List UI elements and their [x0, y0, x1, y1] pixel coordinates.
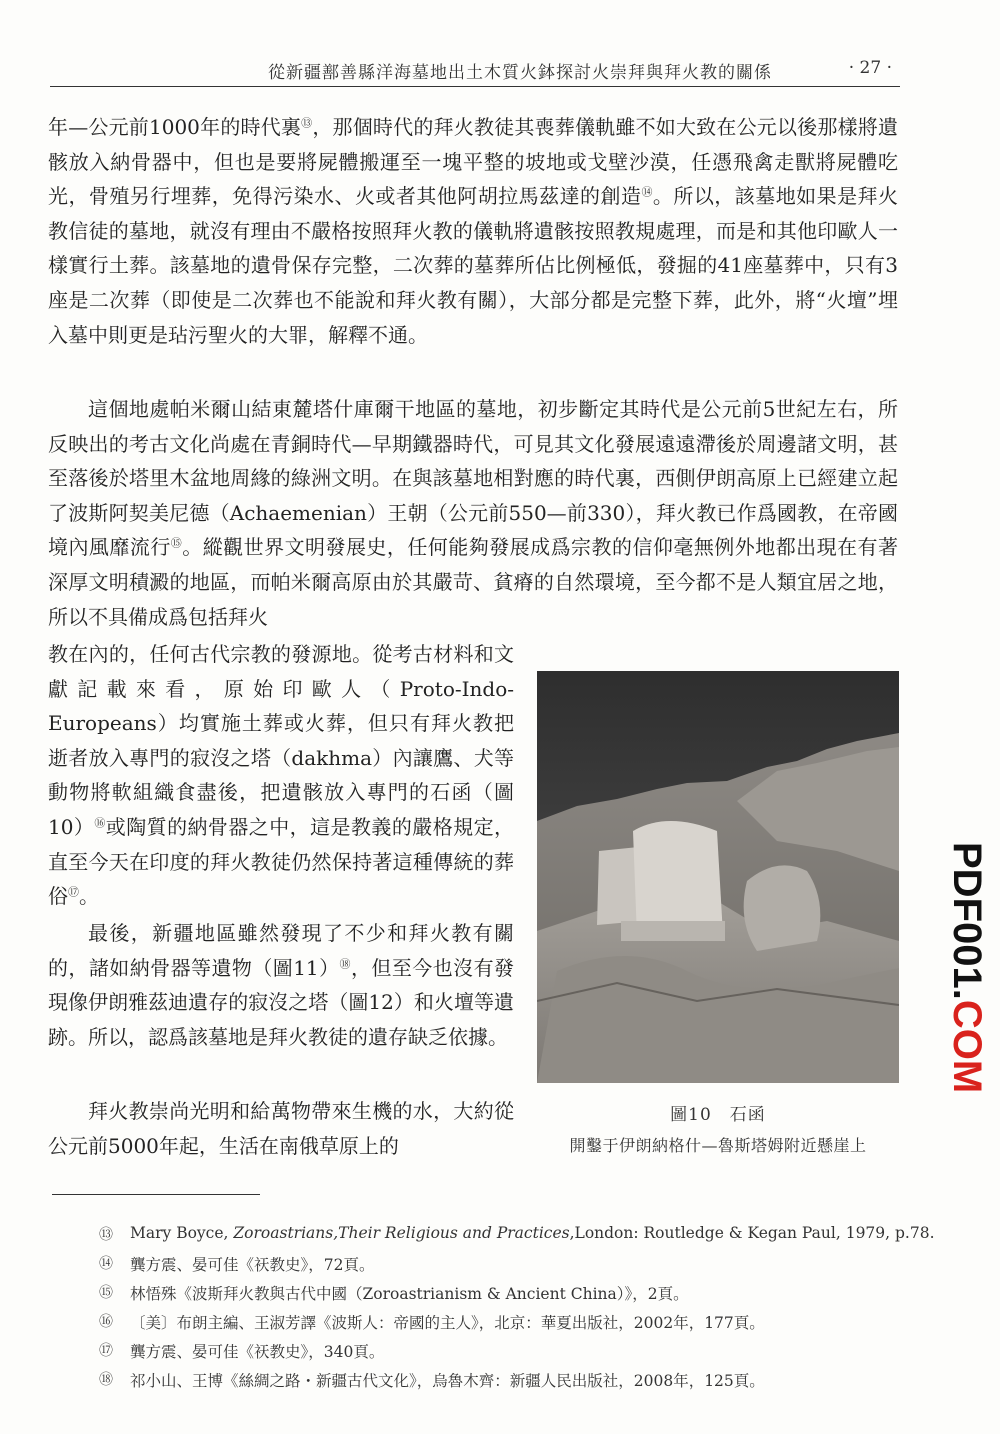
footnote-number: ⑱ [99, 1372, 113, 1388]
footnote-ref-13[interactable]: ⑬ [301, 116, 313, 130]
paragraph-4 [48, 1094, 514, 1163]
paragraph-3 [48, 916, 514, 1054]
footnote-number: ⑭ [99, 1256, 113, 1272]
footnote-text [130, 1224, 935, 1242]
watermark-text: PDF001.COM [945, 842, 989, 1092]
paragraph-text: 。所以，該墓地如果是拜火教信徒的墓地，就沒有理由不嚴格按照拜火教的儀軌將遺骸按照教規處理，而是和其他印歐人一樣實行土葬。該墓地的遺骨保存完整，二次葬的墓葬所佔比例極低，發掘的41座墓葬中，只有3座是二次葬（即使是二次葬也不能說和拜火教有關），大部分都是完整下葬，此外，將“火壇”埋入墓中則更是玷污聖火的大罪，解釋不通。 [48, 184, 899, 347]
paragraph-text: 。縱觀世界文明發展史，任何能夠發展成爲宗教的信仰毫無例外地都出現在有著深厚文明積澱的地區，而帕米爾高原由於其嚴苛、貧瘠的自然環境，至今都不是人類宜居之地，所以不具備成爲包括拜火 [48, 535, 899, 629]
footnote-number: ⑯ [99, 1314, 113, 1330]
footnote-ref-17[interactable]: ⑰ [68, 885, 79, 899]
footnote-text: 林悟殊《波斯拜火教與古代中國（Zoroastrianism & Ancient China）》，2頁。 [130, 1285, 689, 1303]
footnote-separator [52, 1194, 260, 1195]
footnote-ref-16[interactable]: ⑯ [94, 816, 106, 830]
running-header [50, 56, 900, 87]
figure-10-photo [537, 671, 899, 1083]
figure-caption-title: 圖10 石函 [670, 1105, 766, 1125]
paragraph-text: ，但至今也沒有發現像伊朗雅茲迪遺存的寂沒之塔（圖12）和火壇等遺跡。所以，認爲該墓地是拜火教徒的遺存缺乏依據。 [48, 955, 515, 1049]
header-title: 從新疆鄯善縣洋海墓地出土木質火鉢探討火崇拜與拜火教的關係 [268, 63, 772, 83]
footnote-number: ⑰ [99, 1343, 113, 1359]
stone-ossuary-image [537, 671, 899, 1083]
paragraph-text: 。 [79, 884, 99, 909]
paragraph-text: 最後，新疆地區雖然發現了不少和拜火教有關的，諸如納骨器等遺物（圖11） [48, 921, 514, 980]
footnote-ref-15[interactable]: ⑮ [170, 536, 183, 550]
paragraph-text: 這個地處帕米爾山結東麓塔什庫爾干地區的墓地，初步斷定其時代是公元前5世紀左右，所反映出的考古文化尚處在青銅時代—早期鐵器時代，可見其文化發展遠遠滯後於周邊諸文明，甚至落後於塔里木盆地周緣的綠洲文明。在與該墓地相對應的時代裏，西側伊朗高原上已經建立起了波斯阿契美尼德（Achaemenian）王朝（公元前550—前330），拜火教已作爲國教，在帝國境內風靡流行 [48, 397, 898, 560]
watermark-pdf001 [930, 842, 1000, 1092]
paragraph-2-continued [48, 637, 514, 914]
figure-caption-subtitle: 開鑿于伊朗納格什—魯斯塔姆附近懸崖上 [569, 1136, 867, 1155]
footnote-number: ⑮ [99, 1285, 113, 1301]
footnote-text: 龔方震、晏可佳《祆教史》，340頁。 [130, 1343, 385, 1361]
paragraph-text: 教在內的，任何古代宗教的發源地。從考古材料和文獻記載來看，原始印歐人（Proto-Indo-Europeans）均實施土葬或火葬，但只有拜火教把逝者放入專門的寂沒之塔（dakhma）內讓鷹、犬等動物將軟組織食盡後，把遺骸放入專門的石函（圖10） [48, 642, 514, 839]
page-number: · 27 · [848, 58, 892, 78]
footnote-ref-14[interactable]: ⑭ [641, 185, 653, 199]
footnote-book-title: Zoroastrians,Their Religious and Practices [233, 1224, 570, 1242]
footnote-text: 龔方震、晏可佳《祆教史》，72頁。 [130, 1256, 375, 1274]
footnote-number: ⑬ [99, 1227, 113, 1243]
paragraph-1 [48, 110, 898, 352]
footnote-publisher: ,London: Routledge & Kegan Paul, 1979, p.78. [569, 1224, 935, 1242]
footnote-author: Mary Boyce, [130, 1224, 234, 1242]
paragraph-2 [48, 392, 898, 634]
footnote-text: 〔美〕布朗主編、王淑芳譯《波斯人：帝國的主人》，北京：華夏出版社，2002年，177頁。 [130, 1314, 765, 1332]
paragraph-text: 拜火教崇尚光明和給萬物帶來生機的水，大約從公元前5000年起，生活在南俄草原上的 [48, 1099, 514, 1158]
paragraph-text: 或陶質的納骨器之中，這是教義的嚴格規定，直至今天在印度的拜火教徒仍然保持著這種傳統的葬俗 [48, 814, 515, 909]
footnote-ref-18[interactable]: ⑱ [339, 956, 351, 970]
paragraph-text: 年—公元前1000年的時代裏 [48, 115, 302, 139]
footnote-text: 祁小山、王博《絲綢之路・新疆古代文化》，烏魯木齊：新疆人民出版社，2008年，125頁。 [130, 1372, 765, 1390]
paragraph-text: ，那個時代的拜火教徒其喪葬儀軌雖不如大致在公元以後那樣將遺骸放入納骨器中，但也是要將屍體搬運至一塊平整的坡地或戈壁沙漠，任憑飛禽走獸將屍體吃光，骨殖另行埋葬，免得污染水、火或者其他阿胡拉馬茲達的創造 [48, 115, 898, 209]
